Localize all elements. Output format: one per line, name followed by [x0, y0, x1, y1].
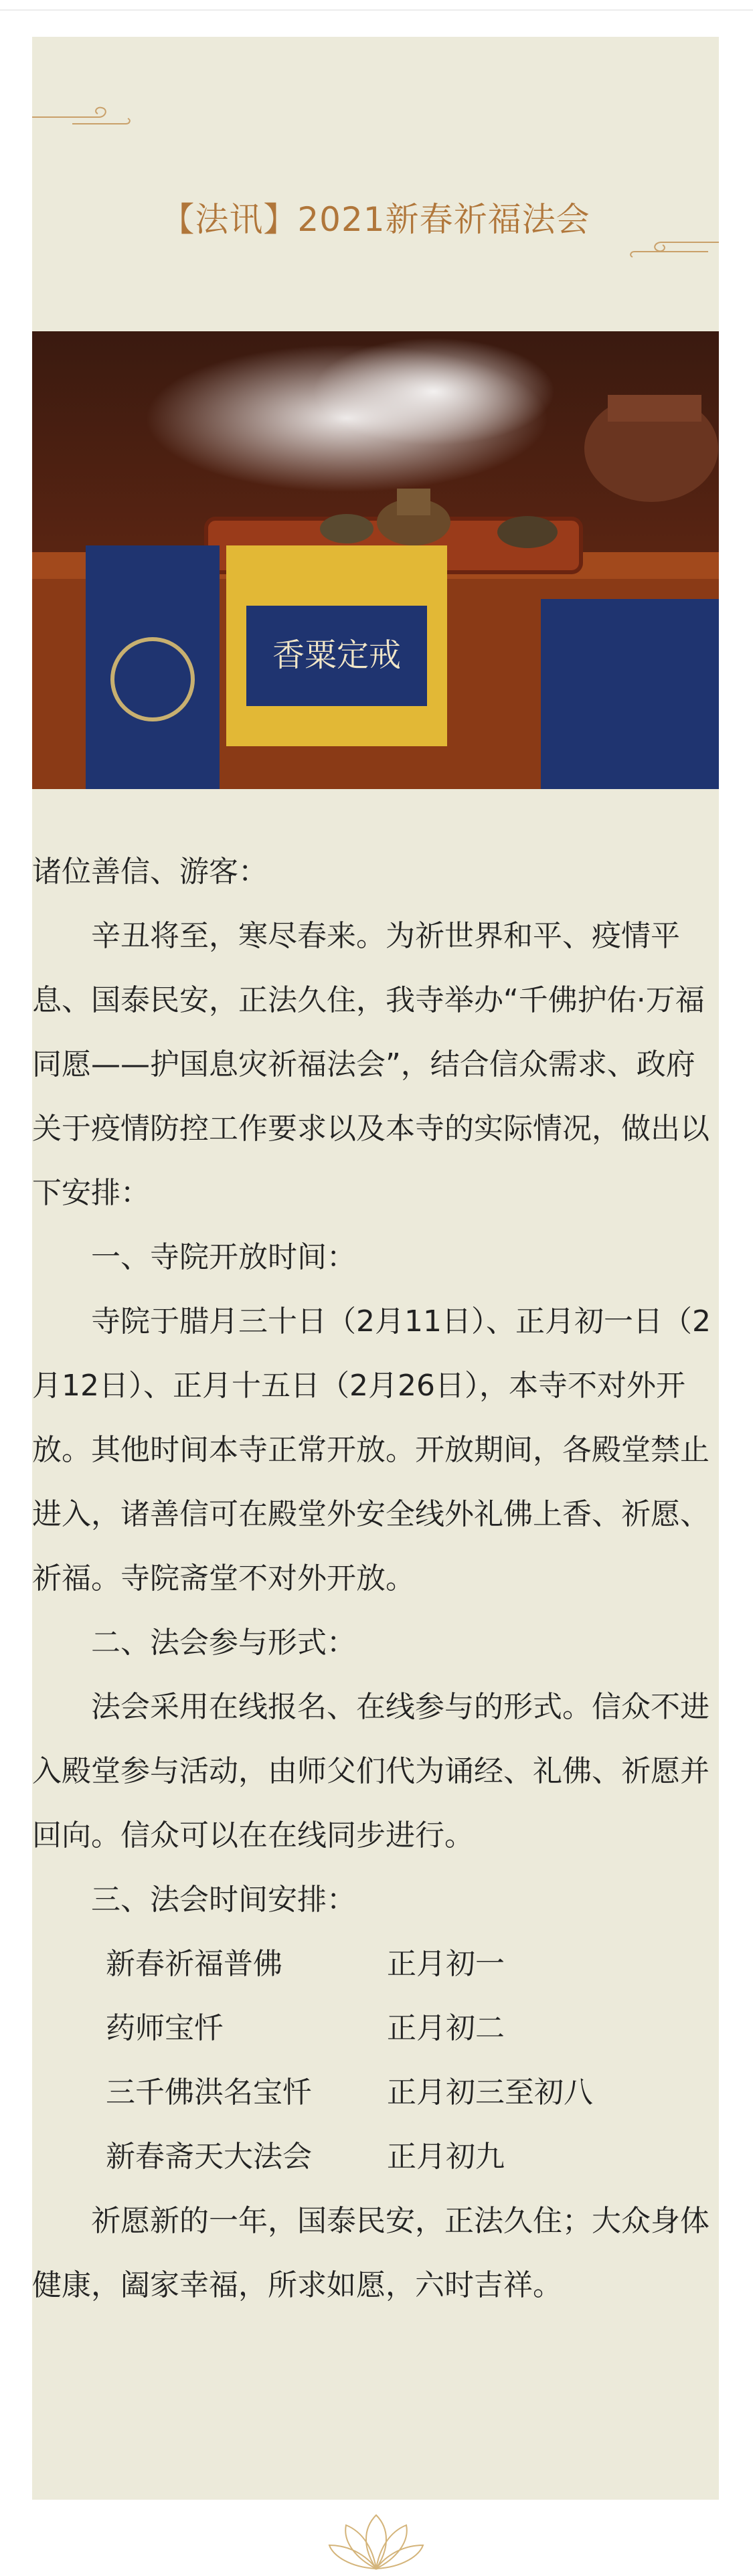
intro-paragraph: 辛丑将至，寒尽春来。为祈世界和平、疫情平息、国泰民安，正法久住，我寺举办“千佛护佑·万福同愿——护国息灾祈福法会”，结合信众需求、政府关于疫情防控工作要求以及本寺的实际情况，做出以下安排： — [32, 919, 709, 1210]
schedule-row — [32, 1932, 719, 1996]
section2-text: 法会采用在线报名、在线参与的形式。信众不进入殿堂参与活动，由师父们代为诵经、礼佛、祈愿并回向。信众可以在在线同步进行。 — [32, 1690, 709, 1853]
schedule-name: 新春斋天大法会 — [106, 2140, 312, 2174]
schedule-name: 新春祈福普佛 — [106, 1947, 282, 1981]
top-divider — [0, 9, 753, 11]
schedule-date: 正月初二 — [387, 2011, 505, 2045]
section1-text: 寺院于腊月三十日（2月11日）、正月初一日（2月12日）、正月十五日（2月26日），本寺不对外开放。其他时间本寺正常开放。开放期间，各殿堂禁止进入，诸善信可在殿堂外安全线外礼佛上香、祈愿、祈福。寺院斋堂不对外开放。 — [32, 1304, 711, 1596]
section3-heading: 三、法会时间安排： — [91, 1883, 356, 1917]
schedule-row — [32, 2061, 719, 2125]
schedule-row — [32, 1996, 719, 2061]
hero-image — [32, 331, 719, 789]
cloud-ornament-icon — [628, 234, 719, 261]
schedule-name: 药师宝忏 — [106, 2011, 224, 2045]
section1-heading: 一、寺院开放时间： — [91, 1240, 356, 1274]
schedule-date: 正月初九 — [387, 2140, 505, 2174]
incense-altar-illustration — [32, 331, 719, 789]
schedule-date: 正月初一 — [387, 1947, 505, 1981]
plaque-text: 香粟定戒 — [272, 636, 402, 674]
schedule-date: 正月初三至初八 — [387, 2075, 593, 2110]
article-body — [32, 840, 719, 2318]
lotus-icon — [323, 2508, 430, 2575]
section2-heading: 二、法会参与形式： — [91, 1626, 356, 1660]
cloud-ornament-icon — [32, 104, 133, 131]
page-title: 【法讯】2021新春祈福法会 — [161, 200, 590, 239]
greeting: 诸位善信、游客： — [32, 855, 268, 889]
schedule-row — [32, 2125, 719, 2189]
article-card — [32, 37, 719, 2500]
closing-paragraph: 祈愿新的一年，国泰民安，正法久住；大众身体健康，阖家幸福，所求如愿，六时吉祥。 — [32, 2204, 709, 2302]
schedule-name: 三千佛洪名宝忏 — [106, 2075, 312, 2110]
